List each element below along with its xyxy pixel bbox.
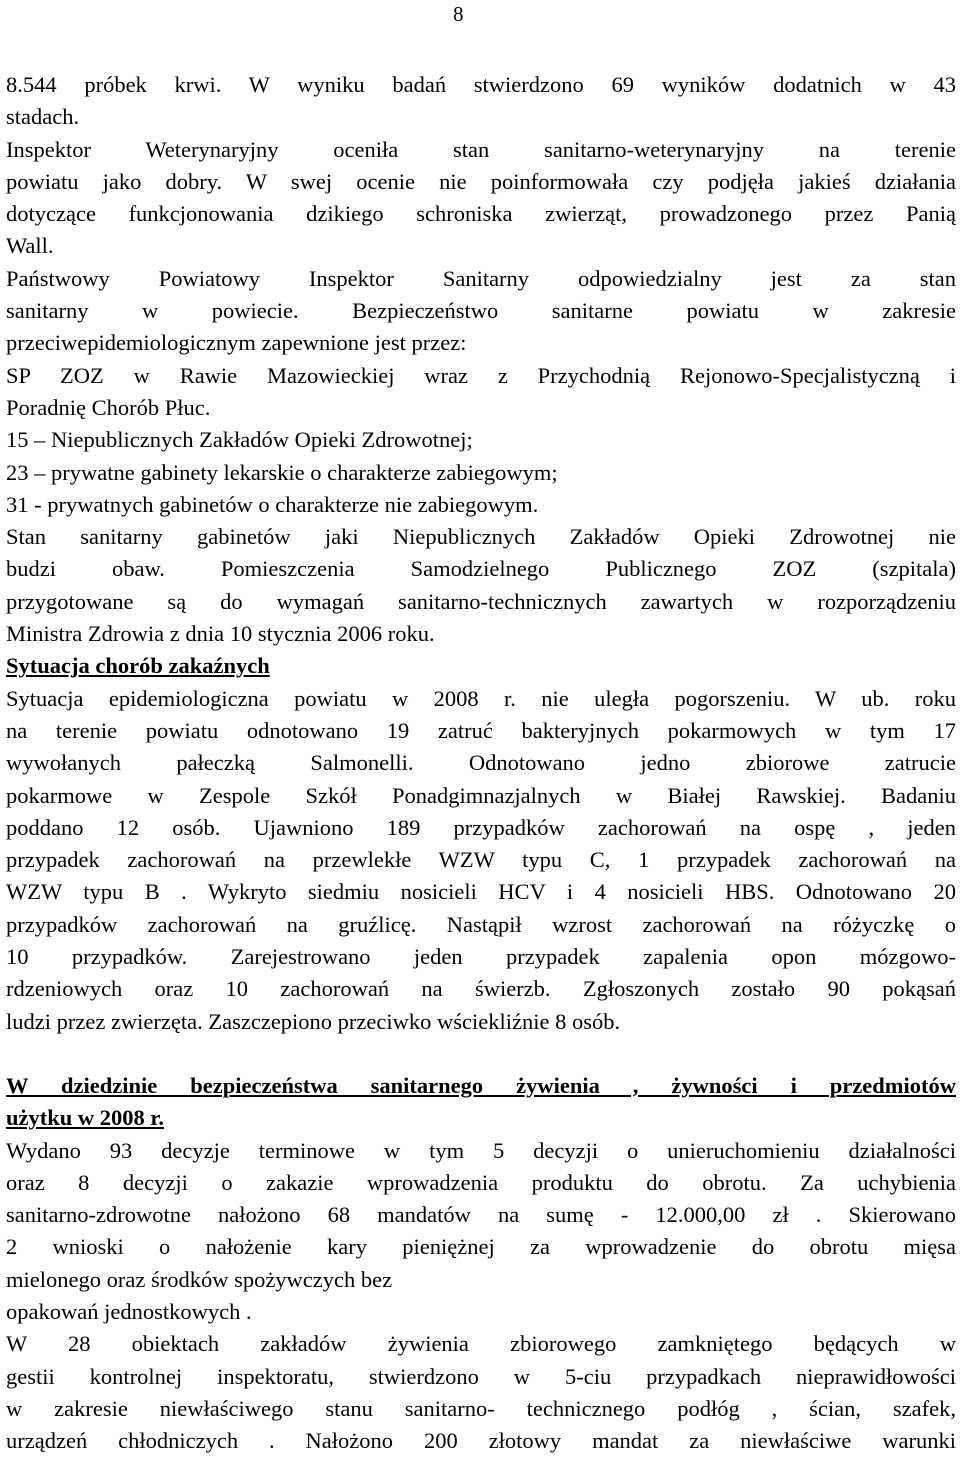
- text-line: sanitarny w powiecie. Bezpieczeństwo sanitarne powiatu w zakresie: [6, 298, 956, 324]
- text-line: Stan sanitarny gabinetów jaki Niepublicznych Zakładów Opieki Zdrowotnej nie: [6, 524, 956, 550]
- text-line: mielonego oraz środków spożywczych bez: [6, 1266, 393, 1292]
- text-line: W 28 obiektach zakładów żywienia zbiorowego zamkniętego będących w: [6, 1331, 956, 1357]
- text-line: urządzeń chłodniczych . Nałożono 200 złotowy mandat za niewłaściwe warunki: [6, 1428, 956, 1454]
- paragraph-gap: [6, 1038, 956, 1070]
- text-line: na terenie powiatu odnotowano 19 zatruć bakteryjnych pokarmowych w tym 17: [6, 717, 956, 743]
- text-line: Sytuacja epidemiologiczna powiatu w 2008 r. nie uległa pogorszeniu. W ub. roku: [6, 685, 956, 711]
- text-line: powiatu jako dobry. W swej ocenie nie poinformowała czy podjęła jakieś działania: [6, 168, 956, 194]
- text-line: Wydano 93 decyzje terminowe w tym 5 decyzji o unieruchomieniu działalności: [6, 1137, 956, 1163]
- text-line: poddano 12 osób. Ujawniono 189 przypadków zachorowań na ospę , jeden: [6, 814, 956, 840]
- text-line: Państwowy Powiatowy Inspektor Sanitarny odpowiedzialny jest za stan: [6, 265, 956, 291]
- text-line: ludzi przez zwierzęta. Zaszczepiono przeciwko wściekliźnie 8 osób.: [6, 1008, 621, 1034]
- text-line: w zakresie niewłaściwego stanu sanitarno- technicznego podłóg , ścian, szafek,: [6, 1395, 956, 1421]
- text-line: przypadków zachorowań na gruźlicę. Nastąpił wzrost zachorowań na różyczkę o: [6, 911, 956, 937]
- text-line: oraz 8 decyzji o zakazie wprowadzenia produktu do obrotu. Za uchybienia: [6, 1169, 956, 1195]
- page-number: 8: [453, 2, 464, 26]
- text-line: przeciwepidemiologicznym zapewnione jest przez:: [6, 330, 467, 356]
- text-line: Poradnię Chorób Płuc.: [6, 394, 211, 420]
- text-line: WZW typu B . Wykryto siedmiu nosicieli HCV i 4 nosicieli HBS. Odnotowano 20: [6, 879, 956, 905]
- document-body: [6, 69, 956, 1457]
- text-line: wywołanych pałeczką Salmonelli. Odnotowano jedno zbiorowe zatrucie: [6, 750, 956, 776]
- section-heading-line: użytku w 2008 r.: [6, 1105, 164, 1131]
- text-line: Ministra Zdrowia z dnia 10 stycznia 2006 roku.: [6, 621, 435, 647]
- text-line: 15 – Niepublicznych Zakładów Opieki Zdrowotnej;: [6, 427, 473, 453]
- text-line: SP ZOZ w Rawie Mazowieckiej wraz z Przychodnią Rejonowo-Specjalistyczną i: [6, 362, 956, 388]
- text-line: 8.544 próbek krwi. W wyniku badań stwierdzono 69 wyników dodatnich w 43: [6, 72, 956, 97]
- text-line: sanitarno-zdrowotne nałożono 68 mandatów na sumę - 12.000,00 zł . Skierowano: [6, 1202, 956, 1228]
- text-line: budzi obaw. Pomieszczenia Samodzielnego Publicznego ZOZ (szpitala): [6, 556, 956, 582]
- section-heading-line: W dziedzinie bezpieczeństwa sanitarnego żywienia , żywności i przedmiotów: [6, 1072, 956, 1098]
- text-line: dotyczące funkcjonowania dzikiego schroniska zwierząt, prowadzonego przez Panią: [6, 201, 956, 227]
- text-line: rdzeniowych oraz 10 zachorowań na świerzb. Zgłoszonych zostało 90 pokąsań: [6, 976, 956, 1002]
- text-line: gestii kontrolnej inspektoratu, stwierdzono w 5-ciu przypadkach nieprawidłowości: [6, 1363, 956, 1389]
- section-heading-line: Sytuacja chorób zakaźnych: [6, 653, 270, 679]
- text-line: opakowań jednostkowych .: [6, 1298, 252, 1324]
- text-line: przygotowane są do wymagań sanitarno-technicznych zawartych w rozporządzeniu: [6, 588, 956, 614]
- text-line: stadach.: [6, 104, 80, 130]
- text-line: pokarmowe w Zespole Szkół Ponadgimnazjalnych w Białej Rawskiej. Badaniu: [6, 782, 956, 808]
- text-line: przypadek zachorowań na przewlekłe WZW typu C, 1 przypadek zachorowań na: [6, 847, 956, 873]
- text-line: Wall.: [6, 233, 54, 259]
- text-line: 10 przypadków. Zarejestrowano jeden przypadek zapalenia opon mózgowo-: [6, 944, 956, 970]
- text-line: 31 - prywatnych gabinetów o charakterze nie zabiegowym.: [6, 491, 539, 517]
- text-line: Inspektor Weterynaryjny oceniła stan sanitarno-weterynaryjny na terenie: [6, 136, 956, 162]
- text-line: 2 wnioski o nałożenie kary pieniężnej za wprowadzenie do obrotu mięsa: [6, 1234, 956, 1260]
- text-line: 23 – prywatne gabinety lekarskie o charakterze zabiegowym;: [6, 459, 558, 485]
